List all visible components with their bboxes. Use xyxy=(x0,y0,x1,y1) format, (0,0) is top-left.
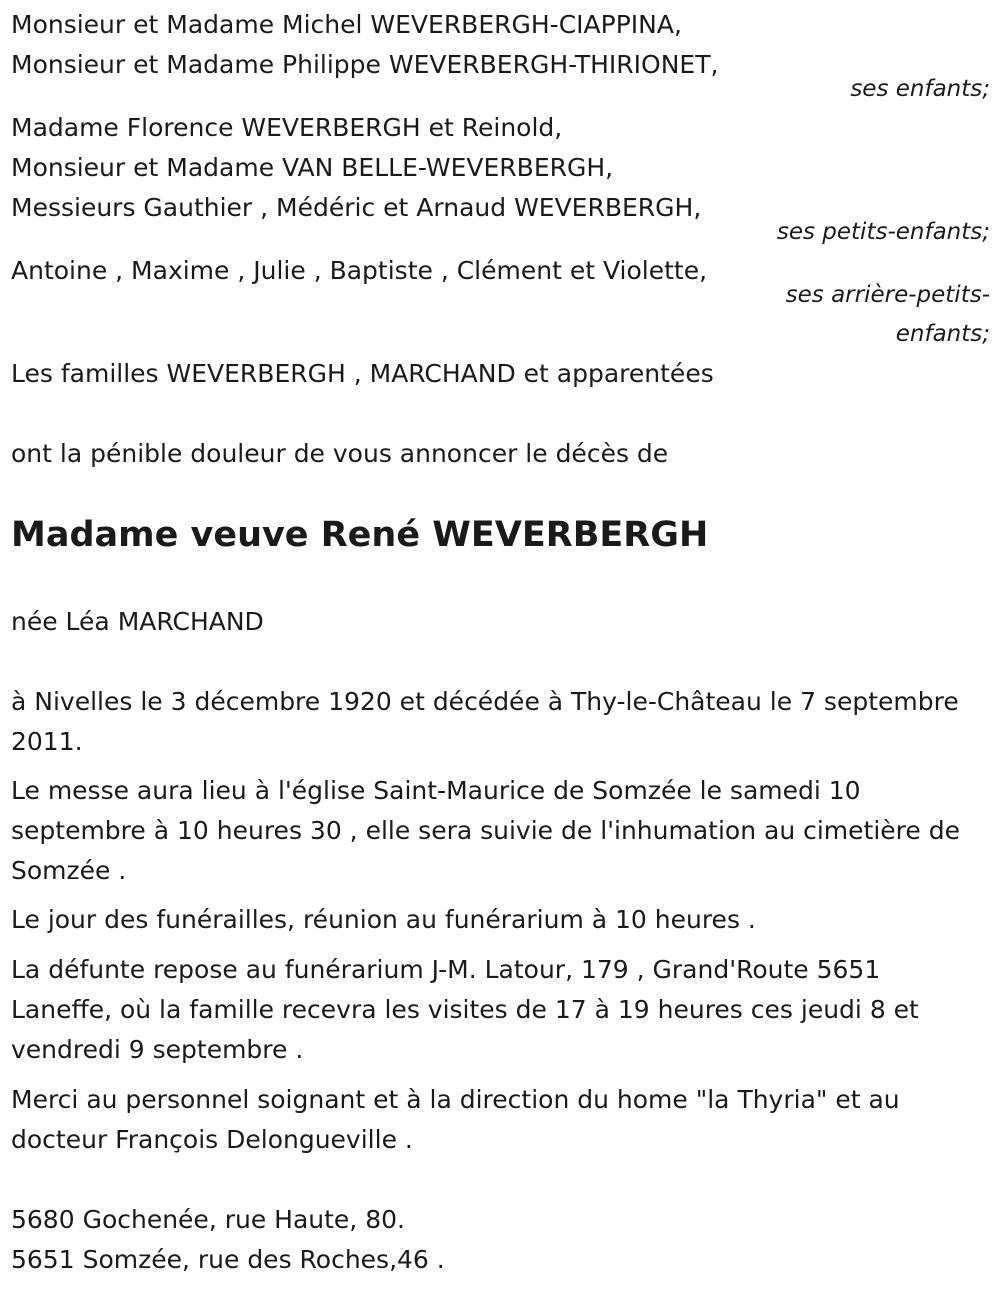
grandchild-line-2: Monsieur et Madame VAN BELLE-WEVERBERGH, xyxy=(11,153,614,182)
announcement: ont la pénible douleur de vous annoncer le décès de xyxy=(11,439,669,468)
grandchildren-role: ses petits-enfants; xyxy=(776,219,990,245)
grandchild-line-1: Madame Florence WEVERBERGH et Reinold, xyxy=(11,113,563,142)
child-line-1: Monsieur et Madame Michel WEVERBERGH-CIAPPINA, xyxy=(11,10,682,39)
deceased-name: Madame veuve René WEVERBERGH xyxy=(11,515,709,555)
child-line-2: Monsieur et Madame Philippe WEVERBERGH-THIRIONET, xyxy=(11,50,719,79)
children-role: ses enfants; xyxy=(850,76,990,102)
born-name: née Léa MARCHAND xyxy=(11,607,264,636)
address-line-1: 5680 Gochenée, rue Haute, 80. xyxy=(11,1205,405,1234)
mass-paragraph: Le messe aura lieu à l'église Saint-Maurice de Somzée le samedi 10 septembre à 10 heures 30 , elle sera suivie de l'inhumation au cimetière de Somzée . xyxy=(11,776,960,885)
great-grandchildren-role-line-1: ses arrière-petits- xyxy=(785,282,990,308)
great-grandchildren-role-line-2: enfants; xyxy=(895,321,990,347)
address-line-2: 5651 Somzée, rue des Roches,46 . xyxy=(11,1245,445,1274)
families-line: Les familles WEVERBERGH , MARCHAND et apparentées xyxy=(11,359,714,388)
thanks-paragraph: Merci au personnel soignant et à la direction du home "la Thyria" et au docteur François Delongueville . xyxy=(11,1085,900,1154)
rest-paragraph: La défunte repose au funérarium J-M. Latour, 179 , Grand'Route 5651 Laneffe, où la famille recevra les visites de 17 à 19 heures ces jeudi 8 et vendredi 9 septembre . xyxy=(11,955,919,1064)
grandchild-line-3: Messieurs Gauthier , Médéric et Arnaud WEVERBERGH, xyxy=(11,193,702,222)
birth-death-paragraph: à Nivelles le 3 décembre 1920 et décédée à Thy-le-Château le 7 septembre 2011. xyxy=(11,687,959,756)
funeral-day-paragraph: Le jour des funérailles, réunion au funérarium à 10 heures . xyxy=(11,905,756,934)
great-grandchild-line-1: Antoine , Maxime , Julie , Baptiste , Clément et Violette, xyxy=(11,256,708,285)
